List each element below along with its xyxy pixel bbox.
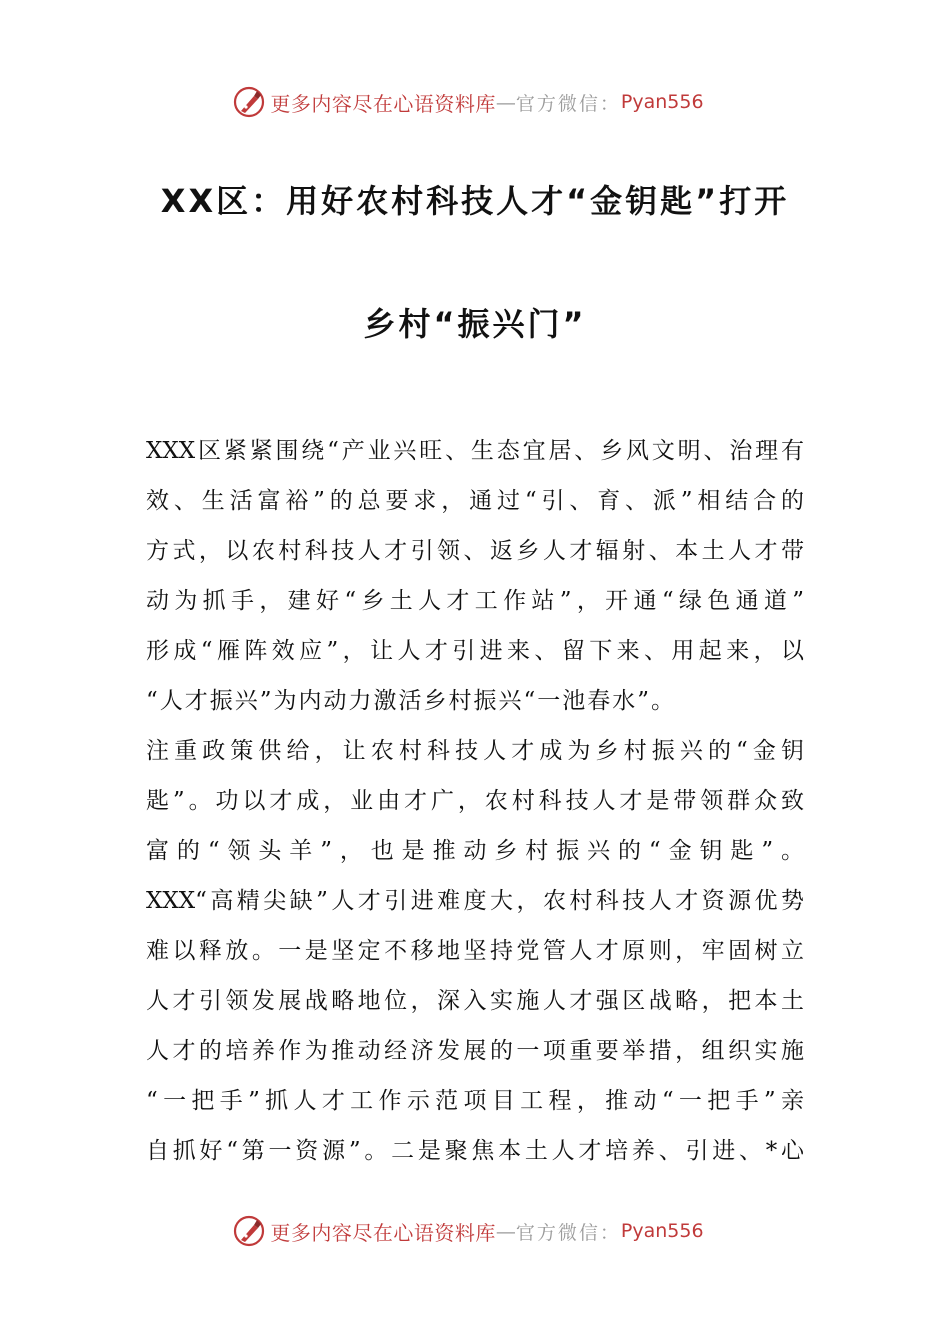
pen-nib-logo-icon bbox=[232, 1214, 266, 1248]
watermark-wechat-id: Pyan556 bbox=[620, 91, 704, 113]
text-line: 方式，以农村科技人才引领、返乡人才辐射、本土人才带 bbox=[146, 538, 804, 564]
text-line: 自抓好“第一资源”。二是聚焦本土人才培养、引进、*心 bbox=[146, 1138, 804, 1164]
text-line: 匙”。功以才成，业由才广，农村科技人才是带领群众致 bbox=[146, 788, 804, 814]
watermark-text: 更多内容尽在心语资料库 bbox=[270, 91, 496, 116]
watermark-wechat-label: 官方微信： bbox=[515, 1221, 621, 1244]
header-watermark bbox=[0, 82, 950, 122]
text-line: “人才振兴”为内动力激活乡村振兴“一池春水”。 bbox=[146, 688, 677, 714]
text-line: 难以释放。一是坚定不移地坚持党管人才原则，牢固树立 bbox=[146, 938, 804, 964]
document-title-line-1: XX区：用好农村科技人才“金钥匙”打开 bbox=[160, 182, 790, 220]
text-line: 人才的培养作为推动经济发展的一项重要举措，组织实施 bbox=[146, 1038, 804, 1064]
watermark-text: 更多内容尽在心语资料库 bbox=[270, 1220, 496, 1245]
pen-nib-logo-icon bbox=[232, 85, 266, 119]
watermark-wechat-label: 官方微信： bbox=[515, 92, 621, 115]
text-line: XXX区紧紧围绕“产业兴旺、生态宜居、乡风文明、治理有 bbox=[146, 438, 804, 464]
text-line: 动为抓手，建好“乡土人才工作站”，开通“绿色通道” bbox=[146, 588, 804, 614]
document-body bbox=[146, 426, 804, 1176]
paragraph-1 bbox=[146, 426, 804, 726]
document-title-line-2: 乡村“振兴门” bbox=[363, 305, 587, 343]
text-line: 富的“领头羊”，也是推动乡村振兴的“金钥匙”。 bbox=[146, 838, 804, 864]
text-line: 形成“雁阵效应”，让人才引进来、留下来、用起来，以 bbox=[146, 638, 804, 664]
paragraph-2 bbox=[146, 726, 804, 1176]
watermark-separator: — bbox=[495, 90, 516, 114]
text-line: 效、生活富裕”的总要求，通过“引、育、派”相结合的 bbox=[146, 488, 804, 514]
text-line: 人才引领发展战略地位，深入实施人才强区战略，把本土 bbox=[146, 988, 804, 1014]
text-line: “一把手”抓人才工作示范项目工程，推动“一把手”亲 bbox=[146, 1088, 804, 1114]
footer-watermark bbox=[0, 1211, 950, 1251]
watermark-separator: — bbox=[495, 1219, 516, 1243]
watermark-wechat-id: Pyan556 bbox=[620, 1220, 704, 1242]
text-line: 注重政策供给，让农村科技人才成为乡村振兴的“金钥 bbox=[146, 738, 804, 764]
text-line: XXX“高精尖缺”人才引进难度大，农村科技人才资源优势 bbox=[146, 888, 804, 914]
